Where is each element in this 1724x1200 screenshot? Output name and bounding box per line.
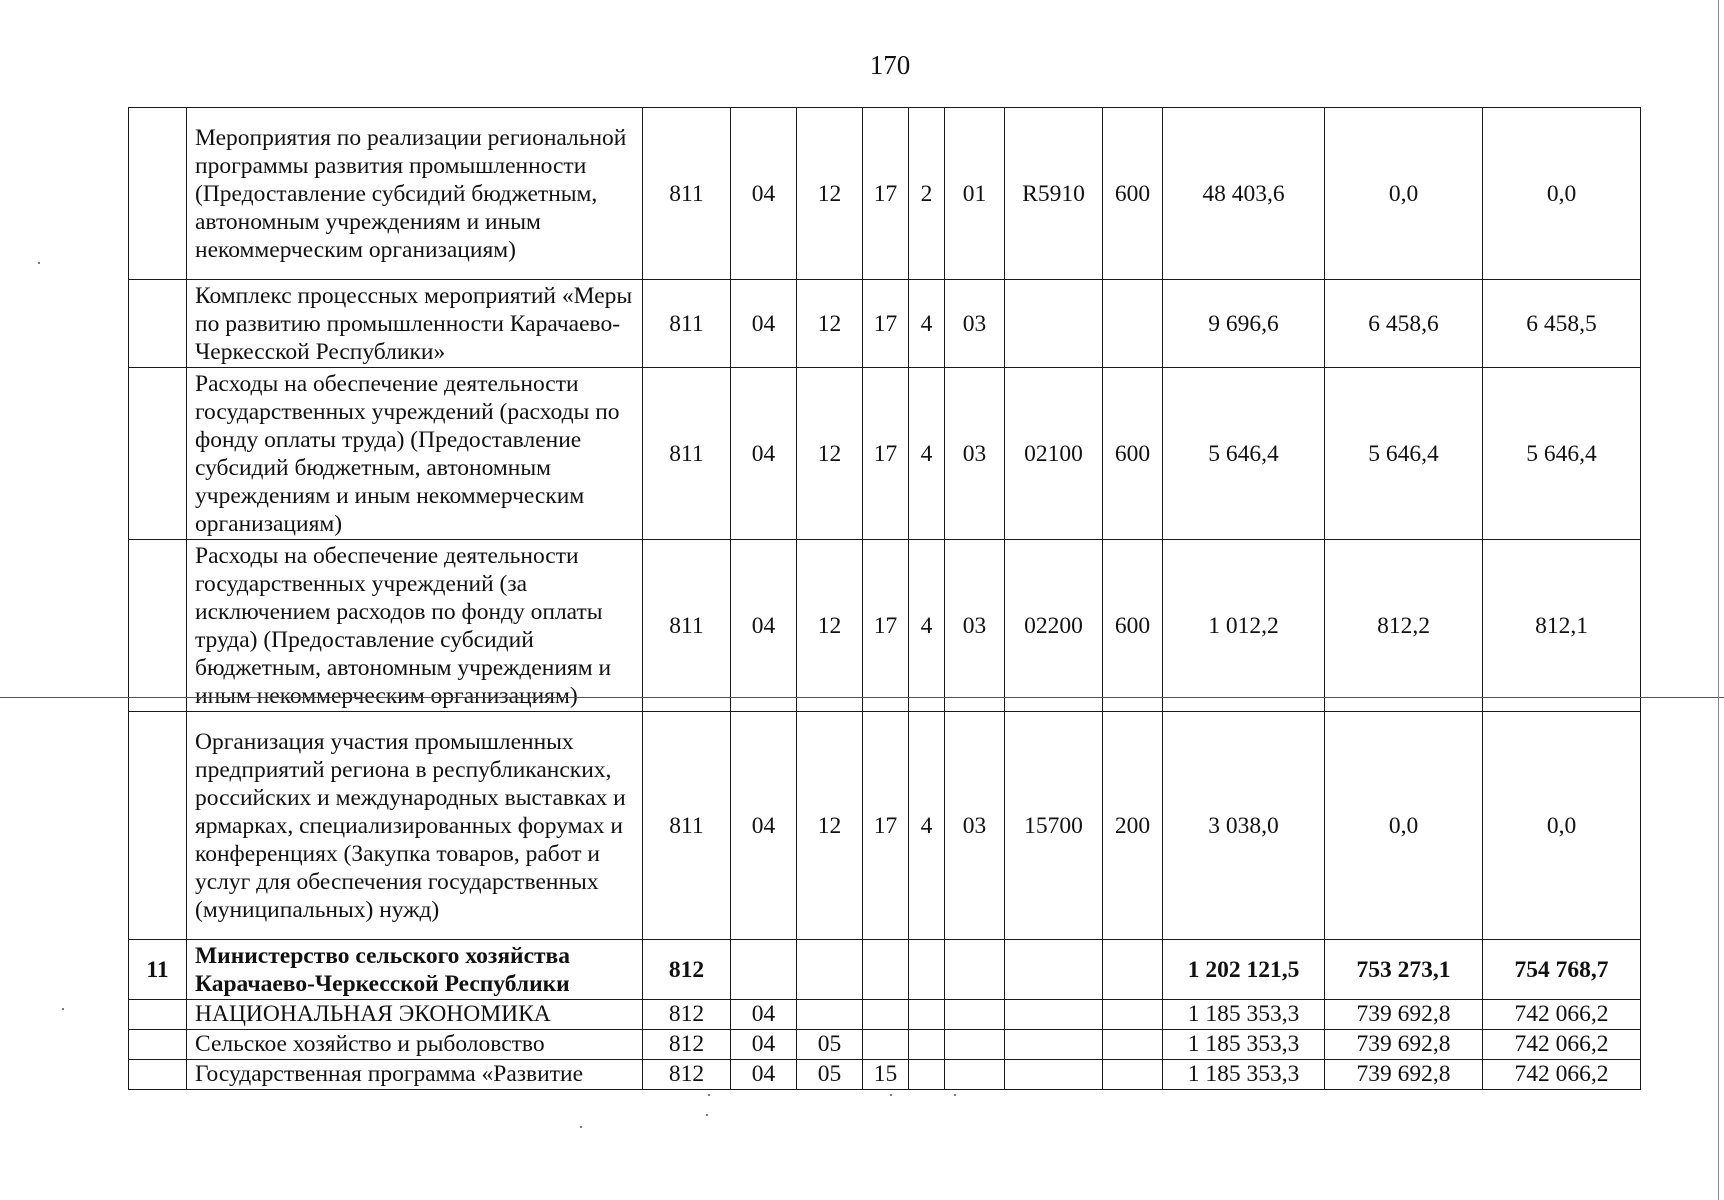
- row-name: Организация участия промышленных предприятий региона в республиканских, российских и международных выставках и ярмарках, специализированных форумах и конференциях (Закупка товаров, работ и услуг для обеспечения государственных (муниципальных) нужд): [187, 712, 643, 940]
- expense-type-code: 600: [1103, 368, 1163, 540]
- amount-year-3: 812,1: [1483, 540, 1641, 712]
- amount-year-2: 739 692,8: [1325, 1030, 1483, 1060]
- scan-speck: [580, 1126, 582, 1128]
- expense-type-code: [1103, 280, 1163, 368]
- ved-code: 812: [643, 1000, 731, 1030]
- row-number: [129, 1000, 187, 1030]
- expense-type-code: [1103, 1000, 1163, 1030]
- target-code-element: 03: [945, 712, 1005, 940]
- target-code-type: 4: [909, 712, 945, 940]
- subsection-code: 12: [797, 108, 863, 280]
- subsection-code: 12: [797, 712, 863, 940]
- target-code-element: 03: [945, 280, 1005, 368]
- target-code-program: 17: [863, 540, 909, 712]
- scan-speck: [890, 1094, 892, 1096]
- target-code-direction: [1005, 1060, 1103, 1090]
- target-code-program: 15: [863, 1060, 909, 1090]
- ved-code: 811: [643, 712, 731, 940]
- amount-year-1: 48 403,6: [1163, 108, 1325, 280]
- expense-type-code: 200: [1103, 712, 1163, 940]
- row-number: [129, 712, 187, 940]
- subsection-code: [797, 1000, 863, 1030]
- expense-type-code: [1103, 940, 1163, 1000]
- amount-year-3: 742 066,2: [1483, 1000, 1641, 1030]
- subsection-code: 12: [797, 540, 863, 712]
- target-code-direction: 15700: [1005, 712, 1103, 940]
- section-code: 04: [731, 280, 797, 368]
- target-code-type: 2: [909, 108, 945, 280]
- table-row: [129, 712, 1641, 940]
- ved-code: 812: [643, 1060, 731, 1090]
- section-code: [731, 940, 797, 1000]
- amount-year-2: 739 692,8: [1325, 1000, 1483, 1030]
- target-code-program: [863, 1000, 909, 1030]
- amount-year-1: 1 185 353,3: [1163, 1000, 1325, 1030]
- amount-year-3: 742 066,2: [1483, 1060, 1641, 1090]
- target-code-program: 17: [863, 368, 909, 540]
- amount-year-1: 5 646,4: [1163, 368, 1325, 540]
- target-code-type: [909, 1000, 945, 1030]
- target-code-element: [945, 1030, 1005, 1060]
- ved-code: 811: [643, 540, 731, 712]
- budget-table: [128, 107, 1641, 1090]
- target-code-direction: [1005, 1000, 1103, 1030]
- table-row: [129, 368, 1641, 540]
- table-row: [129, 1060, 1641, 1090]
- table-row: [129, 280, 1641, 368]
- target-code-direction: 02100: [1005, 368, 1103, 540]
- amount-year-1: 9 696,6: [1163, 280, 1325, 368]
- row-number: [129, 368, 187, 540]
- section-code: 04: [731, 540, 797, 712]
- row-number: [129, 108, 187, 280]
- scan-speck: [38, 262, 40, 264]
- section-code: 04: [731, 1000, 797, 1030]
- row-name: Расходы на обеспечение деятельности государственных учреждений (расходы по фонду оплаты труда) (Предоставление субсидий бюджетным, автономным учреждениям и иным некоммерческим организациям): [187, 368, 643, 540]
- ved-code: 812: [643, 1030, 731, 1060]
- row-name: Расходы на обеспечение деятельности государственных учреждений (за исключением расходов по фонду оплаты труда) (Предоставление субсидий бюджетным, автономным учреждениям и иным некоммерческим организациям): [187, 540, 643, 712]
- target-code-type: [909, 1030, 945, 1060]
- scan-speck: [62, 1008, 64, 1010]
- amount-year-2: 5 646,4: [1325, 368, 1483, 540]
- amount-year-3: 0,0: [1483, 712, 1641, 940]
- target-code-type: [909, 1060, 945, 1090]
- target-code-type: [909, 940, 945, 1000]
- table-row: [129, 1030, 1641, 1060]
- scan-speck: [954, 1094, 956, 1096]
- amount-year-2: 0,0: [1325, 108, 1483, 280]
- target-code-type: 4: [909, 280, 945, 368]
- page-number: 170: [869, 50, 911, 80]
- subsection-code: [797, 940, 863, 1000]
- ved-code: 811: [643, 108, 731, 280]
- target-code-type: 4: [909, 540, 945, 712]
- target-code-element: 01: [945, 108, 1005, 280]
- amount-year-2: 812,2: [1325, 540, 1483, 712]
- amount-year-1: 1 185 353,3: [1163, 1060, 1325, 1090]
- amount-year-3: 0,0: [1483, 108, 1641, 280]
- target-code-program: 17: [863, 712, 909, 940]
- section-code: 04: [731, 368, 797, 540]
- table-row: [129, 108, 1641, 280]
- target-code-direction: [1005, 280, 1103, 368]
- expense-type-code: 600: [1103, 540, 1163, 712]
- target-code-direction: [1005, 940, 1103, 1000]
- row-name: Государственная программа «Развитие: [187, 1060, 643, 1090]
- row-name: Сельское хозяйство и рыболовство: [187, 1030, 643, 1060]
- row-name: Комплекс процессных мероприятий «Меры по развитию промышленности Карачаево-Черкесской Республики»: [187, 280, 643, 368]
- target-code-element: [945, 940, 1005, 1000]
- target-code-element: 03: [945, 540, 1005, 712]
- row-number: [129, 540, 187, 712]
- target-code-type: 4: [909, 368, 945, 540]
- section-code: 04: [731, 1030, 797, 1060]
- ved-code: 812: [643, 940, 731, 1000]
- scan-speck: [708, 1094, 710, 1096]
- section-code: 04: [731, 108, 797, 280]
- ved-code: 811: [643, 280, 731, 368]
- target-code-program: [863, 940, 909, 1000]
- row-name: Мероприятия по реализации региональной программы развития промышленности (Предоставление субсидий бюджетным, автономным учреждениям и иным некоммерческим организациям): [187, 108, 643, 280]
- amount-year-2: 0,0: [1325, 712, 1483, 940]
- amount-year-2: 753 273,1: [1325, 940, 1483, 1000]
- target-code-direction: 02200: [1005, 540, 1103, 712]
- subsection-code: 12: [797, 368, 863, 540]
- amount-year-3: 742 066,2: [1483, 1030, 1641, 1060]
- scan-speck: [706, 1114, 708, 1116]
- table-row: [129, 940, 1641, 1000]
- row-number: [129, 1030, 187, 1060]
- table-row: [129, 1000, 1641, 1030]
- target-code-direction: [1005, 1030, 1103, 1060]
- amount-year-3: 754 768,7: [1483, 940, 1641, 1000]
- ved-code: 811: [643, 368, 731, 540]
- row-number: [129, 280, 187, 368]
- subsection-code: 05: [797, 1030, 863, 1060]
- target-code-direction: R5910: [1005, 108, 1103, 280]
- expense-type-code: 600: [1103, 108, 1163, 280]
- row-name: НАЦИОНАЛЬНАЯ ЭКОНОМИКА: [187, 1000, 643, 1030]
- target-code-program: 17: [863, 280, 909, 368]
- subsection-code: 05: [797, 1060, 863, 1090]
- amount-year-3: 5 646,4: [1483, 368, 1641, 540]
- scan-fold-line: [0, 697, 1724, 698]
- amount-year-1: 1 202 121,5: [1163, 940, 1325, 1000]
- expense-type-code: [1103, 1060, 1163, 1090]
- expense-type-code: [1103, 1030, 1163, 1060]
- amount-year-2: 739 692,8: [1325, 1060, 1483, 1090]
- amount-year-1: 3 038,0: [1163, 712, 1325, 940]
- target-code-program: 17: [863, 108, 909, 280]
- amount-year-1: 1 185 353,3: [1163, 1030, 1325, 1060]
- amount-year-2: 6 458,6: [1325, 280, 1483, 368]
- row-name: Министерство сельского хозяйства Карачаево-Черкесской Республики: [187, 940, 643, 1000]
- amount-year-1: 1 012,2: [1163, 540, 1325, 712]
- target-code-element: [945, 1060, 1005, 1090]
- section-code: 04: [731, 712, 797, 940]
- row-number: 11: [129, 940, 187, 1000]
- target-code-program: [863, 1030, 909, 1060]
- scan-edge-line: [1718, 0, 1719, 1200]
- target-code-element: 03: [945, 368, 1005, 540]
- row-number: [129, 1060, 187, 1090]
- section-code: 04: [731, 1060, 797, 1090]
- table-row: [129, 540, 1641, 712]
- target-code-element: [945, 1000, 1005, 1030]
- subsection-code: 12: [797, 280, 863, 368]
- amount-year-3: 6 458,5: [1483, 280, 1641, 368]
